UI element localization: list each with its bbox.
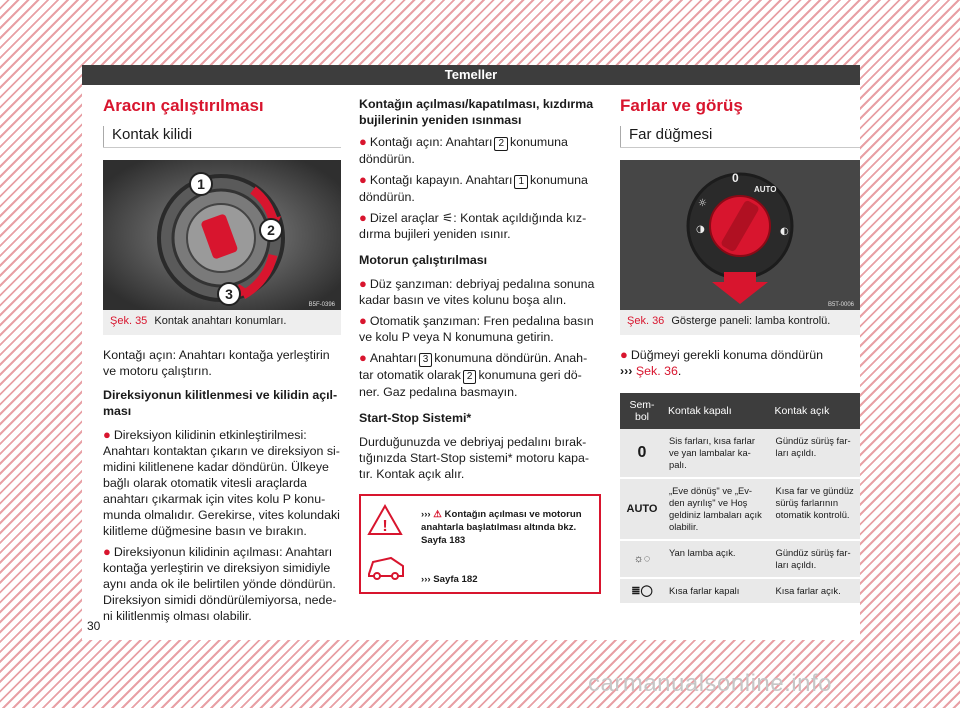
- callout-3: 3: [225, 286, 233, 302]
- bullet-unlock: ● Direksiyonun kilidinin açılması: Anahtarı kontağa yerleştirin ve direksiyon simidiyle aynı anda ok ile belirtilen yönde döndürün. Direksiyon simidi döndürülemiyorsa, nede-ni kilitlenmiş olması olabilir.: [103, 544, 337, 623]
- warning-box: [359, 494, 601, 594]
- svg-text:!: !: [382, 518, 388, 535]
- symbol-zero: 0: [620, 429, 664, 478]
- page-header: Temeller: [82, 65, 860, 85]
- engine-start-heading: Motorun çalıştırılması: [359, 253, 488, 267]
- cell-on: Gündüz sürüş far-ları açıldı.: [771, 540, 860, 578]
- figure-reference[interactable]: ››› Şek. 36.: [620, 364, 682, 378]
- start-stop-text: Durduğunuzda ve debriyaj pedalını bırak-tığınızda Start-Stop sistemi* motoru kapa-tır. Kontak açık alır.: [359, 435, 590, 481]
- col-header-symbol: Sem-bol: [620, 393, 664, 429]
- bullet-manual: ● Düz şanzıman: debriyaj pedalına sonuna kadar basın ve vites kolunu boşa alın.: [359, 276, 595, 307]
- figure-light-switch: [620, 160, 860, 335]
- dial-auto: AUTO: [754, 185, 777, 194]
- bullet-lock: ● Direksiyon kilidinin etkinleştirilmesi: Anahtarı kontaktan çıkarın ve direksiyon si-midini kilitlenene kadar döndürün. Ülkeye bağlı olarak otomatik vitesli araçlarda anahtarı çıkarmak için vites kolu P konu-munda olmalıdır. Gerekirse, vites kolundaki kilitleme düğmesine basın ve bırakın.: [103, 427, 340, 538]
- figure-caption: [103, 310, 341, 335]
- column-right: [620, 96, 860, 605]
- intro-text: Kontağı açın: Anahtarı kontağa yerleştirin ve motoru çalıştırın.: [103, 348, 330, 378]
- callout-2: 2: [267, 222, 275, 238]
- col-header-ignition-off: Kontak kapalı: [664, 393, 771, 429]
- cell-on: Kısa far ve gündüz sürüş farlarının otomatik kontrolü.: [771, 478, 860, 540]
- column-left: [103, 96, 341, 629]
- figure-code: B5F-0396: [308, 302, 335, 308]
- table-row: [620, 578, 860, 604]
- low-beam-icon: ≣◯: [620, 578, 664, 604]
- start-stop-heading: Start-Stop Sistemi*: [359, 411, 472, 425]
- table-row: [620, 429, 860, 478]
- dial-zero: 0: [732, 171, 739, 185]
- bullet-automatic: ● Otomatik şanzıman: Fren pedalına basın ve kolu P veya N konumuna getirin.: [359, 313, 594, 344]
- figure-caption-text-lights: Gösterge paneli: lamba kontrolü.: [671, 315, 831, 327]
- bullet-ignition-on: ● Kontağı açın: Anahtarı 2 konumuna döndürün.: [359, 134, 568, 166]
- figure-label-lights: Şek. 36: [627, 315, 665, 327]
- cell-on: Kısa farlar açık.: [771, 578, 860, 604]
- cell-off: „Eve dönüş" ve „Ev-den ayrılış" ve Hoş geldiniz lambaları açık olabilir.: [664, 478, 771, 540]
- subsection-header: [103, 126, 341, 148]
- svg-text:◐: ◐: [780, 226, 789, 237]
- bullet-diesel: ● Dizel araçlar ⚟: Kontak açıldığında kız-dırma bujileri yeniden ısınır.: [359, 210, 587, 241]
- page-number: 30: [87, 619, 101, 633]
- cell-off: Yan lamba açık.: [664, 540, 771, 578]
- figure-label: Şek. 35: [110, 315, 148, 327]
- lights-subsection-header: [620, 126, 860, 148]
- figure-ignition: [103, 160, 341, 335]
- bullet-ignition-off: ● Kontağı kapayın. Anahtarı 1 konumuna döndürün.: [359, 172, 588, 204]
- warning-text[interactable]: ››› ⚠ Kontağın açılması ve motorun anahtarla başlatılması altında bkz. Sayfa 183: [421, 509, 582, 546]
- subsection-title: Kontak kilidi: [103, 126, 341, 147]
- side-light-icon: ☼◌: [620, 540, 664, 578]
- figure-code-lights: B5T-0006: [827, 302, 854, 308]
- steering-heading: Direksiyonun kilitlenmesi ve kilidin açıl-ması: [103, 388, 338, 418]
- cell-on: Gündüz sürüş far-ları açıldı.: [771, 429, 860, 478]
- svg-text:◑: ◑: [696, 224, 705, 235]
- page-reference[interactable]: ››› Sayfa 182: [421, 574, 478, 585]
- col-header-ignition-on: Kontak açık: [771, 393, 860, 429]
- symbol-auto: AUTO: [620, 478, 664, 540]
- svg-text:☼: ☼: [698, 198, 707, 209]
- bullet-turn-switch: ● Düğmeyi gerekli konuma döndürün: [620, 347, 824, 362]
- figure-caption-lights: [620, 310, 860, 335]
- ignition-photo: [103, 160, 341, 310]
- callout-1: 1: [197, 176, 205, 192]
- table-row: [620, 540, 860, 578]
- watermark: carmanualsonline.info: [588, 670, 832, 697]
- ignition-heading: Kontağın açılması/kapatılması, kızdırma bujilerinin yeniden ısınması: [359, 97, 594, 127]
- figure-caption-text: Kontak anahtarı konumları.: [154, 315, 287, 327]
- lights-subsection-title: Far düğmesi: [620, 126, 860, 147]
- cell-off: Kısa farlar kapalı: [664, 578, 771, 604]
- table-row: [620, 478, 860, 540]
- bullet-key-turn: ● Anahtarı 3 konumuna döndürün. Anah-tar otomatik olarak 2 konumuna geri dö-ner. Gaz pedalına basmayın.: [359, 350, 588, 399]
- section-title: Aracın çalıştırılması: [103, 96, 264, 115]
- cell-off: Sis farları, kısa farlar ve yan lambalar ka-palı.: [664, 429, 771, 478]
- column-middle: [359, 96, 601, 594]
- lights-section-title: Farlar ve görüş: [620, 96, 743, 115]
- light-switch-photo: [620, 160, 860, 310]
- light-table: [620, 393, 860, 605]
